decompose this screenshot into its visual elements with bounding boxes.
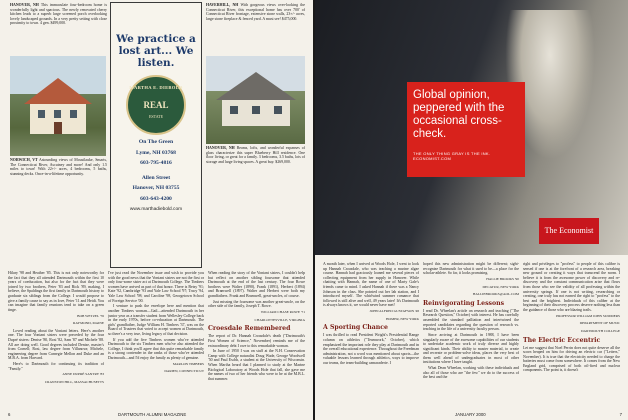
letter-paragraph: In June of 1950 I was on staff at the N.H. Conservation Camp with College naturalist Doug Wade, George Woodwell '50 and Paul Eschb, a student at the University of Wisconsin. When Martha heard that I planned to study at the Marine Biological Laboratory at Woods Hole that fall, she gave me the names of two of her friends who were to be at the M.B.L. that summer.	[208, 349, 305, 381]
real-estate-seal	[126, 75, 186, 135]
letter-signature-location: CRANSTON HILL, MASSACHUSETTS	[44, 380, 104, 385]
issue-date: JANUARY 2000	[455, 412, 486, 417]
section-heading: The Electric Eccentric	[523, 336, 601, 344]
letters-column-6	[523, 262, 620, 407]
letter-paragraph: If you add the five Timbers women who've attended Dartmouth to the six Timbers men who've also attended the College, I think you'll agree that this quite remarkable family is a strong contender in the ranks of those who've attended Dartmouth—and I'd enjoy the family as plenty of genuine.	[108, 337, 204, 361]
letters-column-2	[108, 271, 204, 407]
ad-address-line: Lyme, NH 03768	[136, 149, 176, 156]
listing-lead: HANOVER, NH	[206, 146, 235, 150]
listing-text: With gorgeous views over-looking the Connecticut River, this exceptional home has over 700' of Connecticut River frontage, extensive stone walls, 23+/- acres, large stone fireplace & fenced yard. A must see! $475,000.	[206, 3, 305, 21]
page-number: 6	[8, 412, 11, 417]
letter-paragraph: I've just read the November issue and wish to provide you with the good news that the Voniani sisters are not the first or only four-some sister act at Dartmouth College. The Timbers women have arrived as part of that honor. There is Betsy '91; Kate '92, Cambridge '93 and Yale Law School '97; Tracy '94, Yale Law School '98; and Caroline '98, Georgetown School of Foreign Service '00.	[108, 271, 204, 303]
economist-headline: Global opinion, peppered with the occasional cross-check.	[413, 89, 505, 140]
seal-estate: ESTATE	[148, 114, 164, 119]
right-page	[315, 0, 628, 420]
left-page	[0, 0, 313, 420]
listing-text: Astounding views of Mousilauke, Smarts, The Connecticut River, Ascutney and more! And only 1.5 miles to town! With 22+/- acres, 4 bedrooms, 5 baths, stunning decks. Once-in-a-lifetime opportunity.	[10, 158, 107, 176]
letter-signature-location: RAYMOND, MAINE	[73, 321, 104, 326]
economist-tagline: THE ONLY THING GRAY IS THE INK. ECONOMIST.COM	[413, 151, 491, 161]
economist-red-panel	[407, 82, 525, 177]
listing-lead: NORWICH, VT	[10, 158, 38, 162]
house-illustration	[206, 56, 305, 144]
listing-text: Beams, lofts, and wonderful expanses of glass characterize this super Blueberry Hill residence. One floor living, or great for a family. 3 bedrooms, 3.5 baths, lots of storage and large living spaces. A great buy. $269,000.	[206, 146, 305, 164]
ad-headline: We practice a lost art... We listen.	[116, 33, 196, 69]
letter-signature: ANNE DUPRÉ SANTRY '83	[62, 372, 104, 377]
letter-paragraph: Let me suggest that Noel Perrin does not quite deserve all the scorn heaped on him for driving an electric car ("Letters," November). It is true that the electricity needed to charge the batteries must come from somewhere. It comes from the New England grid, comprised of both oil-fired and nuclear components. The point is, it doesn't	[523, 345, 620, 373]
letter-paragraph: What Dean Wheelan, working with these individuals and also all of those who are "the few" we do to the success of the best and the	[423, 366, 519, 380]
letter-signature-location: DARIEN, CONNECTICUT	[164, 369, 204, 374]
magazine-title: DARTMOUTH ALUMNI MAGAZINE	[118, 412, 187, 417]
letter-signature: MARLON TIMBERS	[172, 361, 204, 366]
page-number: 7	[619, 412, 622, 417]
letters-column-1	[8, 271, 104, 407]
letter-signature-email: HALLIEBROOKS@AOL.COM	[472, 292, 519, 297]
letter-signature-location: CHARLOTTESVILLE, VIRGINIA	[254, 317, 305, 322]
letter-signature-location: DARTMOUTH COLLEGE	[581, 328, 620, 333]
martha-diebold-ad	[110, 2, 202, 268]
letter-paragraph: Since arriving at Dartmouth in 1988, I have been singularly aware of the awesome capabilities of our students to undertake academic work of truly diverse and highly significant kinds. Their ability to master material, to create and recreate or problem-solve ideas, places the very best of them well ahead of undergraduates in most of other institutions where I have taught.	[423, 332, 519, 365]
house-illustration	[10, 56, 106, 156]
ad-address-line: On The Green	[138, 139, 174, 145]
letter-paragraph: Hilary '98 and Heather '85. This is not only noteworthy for the fact that they all attended Dartmouth within the first 10 years of coeducation, but also for the fact that they were joined by two brothers, Peter '83 and Rick '89, making, I believe, the Spaldings the first family in Dartmouth history to graduate six siblings from the College. I would propose to give a family cause to say as in love, Peter '11 and Heidi. You can imagine that family reunions tend to take on a green tinge.	[8, 271, 104, 312]
listing-hanover-2	[206, 146, 305, 210]
letter-paragraph: right and privileges to "profess" to people of this calibre is sensed if one is at the forefront of a research area, breaking new ground or creating it ways that transcend the norm. I believe it is from the awesome power of discovery and re-discovery and the constant communication arise that flows from those who see the validity of all professing within the university springs. If one is not writing, researching or creating, one truly has not earned the right to "profess" to the best and the brightest. Individuals of this caliber at the beginning of their discovery process deserve nothing less than the guidance of those who are blazing trails.	[523, 262, 620, 312]
letter-signature-location: DEPARTMENT OF MUSIC	[579, 321, 620, 326]
house-photo-haverhill	[206, 56, 305, 144]
letter-paragraph: Loved reading about the Voniani letters. Here's another one. The four Voniani sisters were preceded by the four Dupré sisters: Denise '80, Rosi '82, Sam '87 and Michele '88. All are doing well. Good degrees included Denise, master's from Cornell; Rosi, law degree from Villanova; Michele, engineering degree from Carnegie Mellon and Duke and an M.B.A. from Harvard.	[8, 328, 104, 361]
letter-paragraph: hoped this new administration might be different; sight-recognize Dartmouth for what it used to be—a place for the scholar-athlete. So far, it looks promising.	[423, 262, 519, 276]
letter-paragraph: When reading the story of the Voniani sisters, I couldn't help but reflect on another sibling foursome that attended Dartmouth at the end of the last century. The four Rowe brothers were Walter (1890), Frank (1891), Herbert (1894) and Bramwell (1897). Walter and Herbert were both my grandfathers. Frank and Bramwell, great-uncles, of course.	[208, 271, 305, 298]
letter-signature-location: HOMER, NEW YORK	[386, 316, 419, 321]
economist-logo: The Economist	[539, 218, 599, 244]
letters-column-5	[423, 262, 519, 407]
economist-ad	[315, 0, 628, 255]
house-photo-hanover	[10, 56, 106, 156]
listing-text: This immaculate four-bedroom home is wonderfully light and spacious. The newly renovated cherry kitchen leads to a superb large screened porch overlooking lovely landscaped grounds. In a very pretty setting with close proximity to town. 4 gen. $499,000.	[10, 3, 107, 26]
listing-lead: HAVERHILL, NH	[206, 3, 239, 7]
listing-lead: HANOVER, NH	[10, 3, 39, 7]
ad-address-line: Hanover, NH 03755	[132, 185, 180, 191]
listing-haverhill	[206, 3, 305, 55]
letter-paragraph: I venture to push the envelope here and mention that another Timbers woman—Gail—attended Dartmouth in her junior year as a transfer student from Wellesley College back in the early 1970s, before co-education at Dartmouth. The girls' grandfather, Judge William H. Timbers '37, was on the Board of Trustees that voted to accept women at Dartmouth, so there's a very true, living legacy of that decision.	[108, 304, 204, 336]
section-heading: Reinvigorating Lessons	[423, 299, 505, 307]
letter-signature: BOB WETZEL '76	[77, 313, 104, 318]
letter-paragraph: I read Dr. Wheelan's article on research and teaching ("The Research Question," October) with interest. He has carefully assembled the standard palliation and intertwined the reported candidates regarding the question of research vs. teaching in the life of a university faculty person.	[423, 308, 519, 332]
letter-paragraph: Just missing the foursome was another great-uncle, on the other side of the family, Joseph T. Rowe.	[208, 299, 305, 309]
letter-paragraph: I was thrilled to read President Wright's Presidential Range column on athletics ("Teamwork," October), which emphasized the important role they play at Dartmouth and in the overall educational experience. Throughout the Freedman administration, not a word was mentioned about sports—the valuable lessons learned through athletics, ways to improve our teams, the team-building camaraderie. I	[323, 333, 419, 365]
letter-signature-location: DECATUR, NEW YORK	[482, 284, 519, 289]
letter-signature: WILLIAM CHASE ROWE '71	[260, 310, 305, 315]
letters-column-4	[323, 262, 419, 407]
ad-phone: 603-795-4816	[140, 160, 172, 166]
listing-norwich	[10, 158, 107, 210]
letter-signature: JOHN ALFRED GUSTAFSON '48	[369, 309, 419, 314]
letters-column-3	[208, 271, 305, 407]
seal-real: REAL	[143, 100, 169, 110]
section-heading: A Sporting Chance	[323, 324, 388, 332]
ad-phone: 603-643-4200	[140, 195, 172, 202]
letter-paragraph: A month later, when I arrived at Woods Hole, I went to look up Hannah Croasdale, who was teaching a marine algae course. Hannah had graciously loaned me several pieces of collecting equipment from her supply in Hanover. While chatting with Hannah, the name of one of Marty Gale's friends came to mind. I asked Hannah if there was a Nancy Johnson in the class. She pointed out her lab station, and I introduced myself. The whirlwind summer romance that followed is still alive and well, 49 years later! It's Dartmouth is always knows it, we would never have met!	[323, 262, 419, 308]
listing-hanover-1	[10, 3, 107, 55]
letter-paragraph: Here's to Dartmouth for continuing its tradition of "Family."	[8, 362, 104, 371]
letter-signature: HALLIE BROOKS '90	[486, 276, 519, 281]
letter-signature: PROFESSOR WILLIAM JOHN SUMMERS	[556, 313, 620, 318]
ad-website-link[interactable]: www.marthadiebold.com	[129, 207, 183, 212]
ad-address-line: Allen Street	[141, 174, 171, 181]
seal-name: MARTHA E. DIEBOLD	[129, 85, 183, 90]
letter-paragraph: The report of Dr. Hannah Croasdale's death ("Dartmouth's First Women of Science," November) reminds me of the extraordinary debt I owe to this remarkable woman.	[208, 334, 305, 348]
section-heading: Croesdale Remembered	[208, 325, 291, 333]
